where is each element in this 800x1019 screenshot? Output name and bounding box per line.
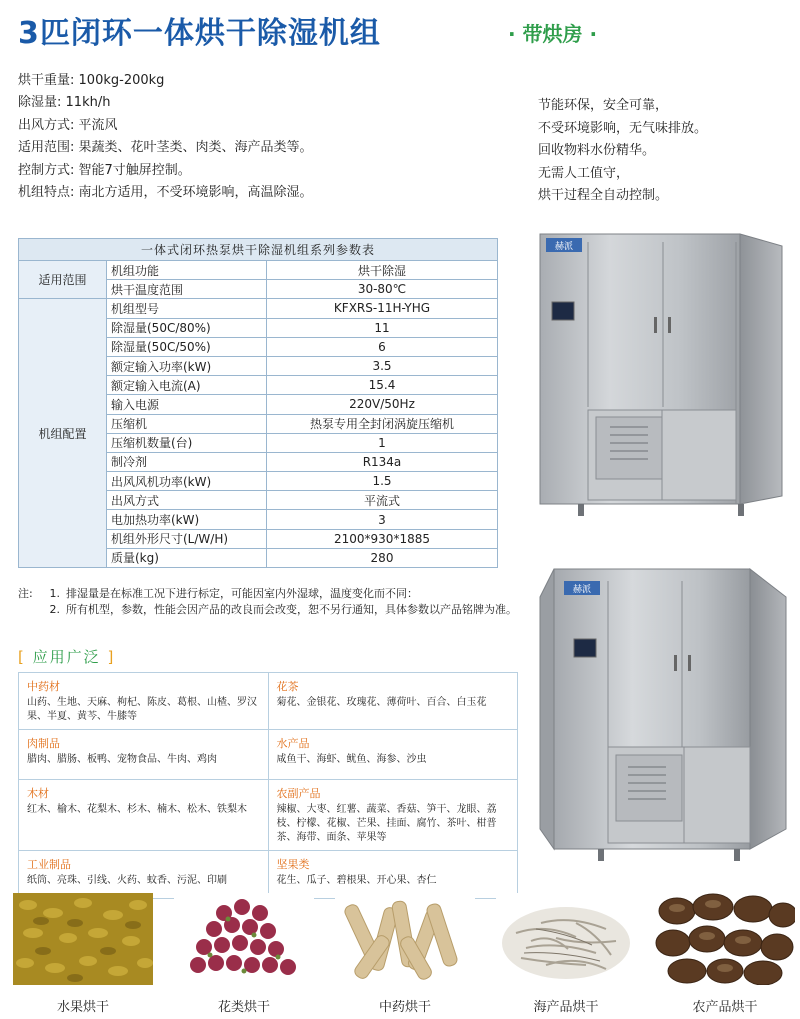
herb-root-photo (335, 893, 475, 985)
feature-list (538, 95, 707, 208)
brand-logo: 赫派 (572, 585, 592, 595)
table-value-cell: 3.5 (267, 356, 498, 375)
photo-label: 中药烘干 (378, 1000, 431, 1015)
app-category: 花茶 (276, 680, 299, 693)
spec-row (18, 70, 313, 92)
table-value-cell: 热泵专用全封闭涡旋压缩机 (267, 414, 498, 433)
app-items: 咸鱼干、海虾、鱿鱼、海参、沙虫 (276, 754, 427, 765)
table-value-cell: 6 (267, 337, 498, 356)
heading-bracket: ] (107, 648, 116, 666)
photo-label: 花类烘干 (217, 1000, 270, 1015)
note-text: 排湿量是在标准工况下进行标定，可能因室内外湿球，温度变化而不同： (66, 587, 418, 600)
dryer-room-illustration (538, 567, 788, 867)
spec-value: 智能7寸触屏控制。 (78, 162, 191, 178)
heading-bracket: [ (18, 648, 26, 666)
table-key-cell: 机组型号 (107, 299, 267, 318)
table-value-cell: 平流式 (267, 491, 498, 510)
spec-row (18, 115, 313, 137)
app-items: 纸筒、亮珠、引线、火药、蚊香、污泥、印刷 (27, 875, 227, 886)
table-row (19, 299, 498, 318)
app-category: 木材 (27, 787, 49, 800)
table-value-cell: 烘干除湿 (267, 261, 498, 280)
rosebud-photo (174, 893, 314, 985)
raisins-photo (13, 893, 153, 985)
app-items: 红木、榆木、花梨木、杉木、楠木、松木、铁梨木 (27, 804, 247, 815)
table-row (19, 780, 518, 851)
note-index: 2. (49, 603, 60, 616)
app-cell (268, 780, 518, 851)
dried-fish-photo (496, 893, 636, 985)
app-cell (268, 730, 518, 780)
app-items: 辣椒、大枣、红薯、蔬菜、香菇、笋干、龙眼、荔枝、柠檬、花椒、芒果、挂面、腐竹、茶叶、柑普茶、海带、面条、苹果等 (276, 804, 497, 843)
table-value-cell: 2100*930*1885 (267, 529, 498, 548)
spec-value: 平流风 (78, 117, 118, 133)
applications-table (18, 672, 518, 899)
table-value-cell: 15.4 (267, 376, 498, 395)
note-text: 所有机型，参数，性能会因产品的改良而会改变，恕不另行通知，具体参数以产品铭牌为准。 (66, 603, 517, 616)
parameter-table (18, 238, 498, 568)
app-category: 坚果类 (276, 858, 310, 871)
table-key-cell: 质量(kg) (107, 548, 267, 567)
dryer-machine-illustration (538, 232, 788, 522)
spec-list (18, 70, 313, 204)
spec-key: 出风方式: (18, 117, 75, 133)
spec-key: 烘干重量: (18, 73, 75, 88)
app-items: 花生、瓜子、碧根果、开心果、杏仁 (276, 875, 437, 886)
brand-logo: 赫派 (554, 242, 574, 252)
spec-value: 果蔬类、花叶茎类、肉类、海产品类等。 (78, 140, 313, 156)
spec-key: 适用范围: (18, 140, 75, 156)
app-items: 腊肉、腊肠、板鸭、宠物食品、牛肉、鸡肉 (27, 754, 217, 765)
app-cell (19, 780, 269, 851)
table-key-cell: 除湿量(50C/80%) (107, 318, 267, 337)
table-key-cell: 额定输入功率(kW) (107, 356, 267, 375)
app-cell (19, 730, 269, 780)
table-key-cell: 输入电源 (107, 395, 267, 414)
note-index: 1. (49, 587, 60, 600)
feature-item: 无需人工值守， (538, 165, 630, 181)
table-key-cell: 机组外形尺寸(L/W/H) (107, 529, 267, 548)
spec-row (18, 160, 313, 182)
spec-row (18, 137, 313, 159)
spec-key: 除湿量: (18, 95, 62, 111)
table-value-cell: 3 (267, 510, 498, 529)
spec-key: 控制方式: (18, 162, 75, 178)
app-cell (19, 851, 269, 899)
table-row (19, 851, 518, 899)
app-category: 工业制品 (27, 858, 71, 871)
note-item (18, 602, 518, 618)
table-value-cell: 1.5 (267, 472, 498, 491)
table-key-cell: 烘干温度范围 (107, 280, 267, 299)
table-value-cell: 11 (267, 318, 498, 337)
applications-heading (18, 646, 115, 667)
table-value-cell: 220V/50Hz (267, 395, 498, 414)
table-row (19, 261, 498, 280)
app-items: 山药、生地、天麻、枸杞、陈皮、葛根、山楂、罗汉果、半夏、黄芩、牛膝等 (27, 697, 257, 722)
notes (18, 586, 518, 618)
table-group-cell: 适用范围 (19, 261, 107, 299)
page-title: 3匹闭环一体烘干除湿机组 (18, 16, 381, 51)
table-key-cell: 压缩机数量(台) (107, 433, 267, 452)
table-key-cell: 制冷剂 (107, 452, 267, 471)
app-cell (19, 673, 269, 730)
table-value-cell: 1 (267, 433, 498, 452)
photo-label: 海产品烘干 (533, 1000, 599, 1015)
table-value-cell: 30-80℃ (267, 280, 498, 299)
app-category: 中药材 (27, 680, 60, 693)
feature-item: 节能环保，安全可靠， (538, 98, 669, 113)
table-key-cell: 额定输入电流(A) (107, 376, 267, 395)
table-row (19, 673, 518, 730)
table-key-cell: 出风方式 (107, 491, 267, 510)
feature-item: 回收物料水份精华。 (538, 143, 656, 158)
table-value-cell: 280 (267, 548, 498, 567)
spec-value: 南北方适用，不受环境影响，高温除湿。 (78, 185, 313, 201)
app-items: 菊花、金银花、玫瑰花、薄荷叶、百合、白玉花 (276, 697, 487, 708)
table-title: 一体式闭环热泵烘干除湿机组系列参数表 (19, 239, 498, 261)
spec-key: 机组特点: (18, 185, 75, 201)
spec-row (18, 182, 313, 204)
table-key-cell: 压缩机 (107, 414, 267, 433)
table-row (19, 730, 518, 780)
app-category: 水产品 (276, 737, 310, 750)
photo-label: 农产品烘干 (692, 1000, 758, 1015)
table-value-cell: R134a (267, 452, 498, 471)
table-key-cell: 除湿量(50C/50%) (107, 337, 267, 356)
app-category: 农副产品 (276, 787, 321, 800)
table-value-cell: KFXRS-11H-YHG (267, 299, 498, 318)
photo-label: 水果烘干 (56, 1000, 109, 1015)
heading-text: 应用广泛 (32, 648, 101, 666)
table-header-row (19, 239, 498, 261)
note-label: 注: (18, 587, 33, 600)
spec-value: 11kh/h (65, 95, 111, 111)
note-item (18, 586, 518, 602)
table-key-cell: 机组功能 (107, 261, 267, 280)
app-category: 肉制品 (27, 737, 60, 750)
app-cell (268, 851, 518, 899)
table-key-cell: 电加热功率(kW) (107, 510, 267, 529)
spec-row (18, 92, 313, 114)
feature-item: 不受环境影响，无气味排放。 (538, 120, 708, 136)
feature-item: 烘干过程全自动控制。 (538, 188, 669, 203)
table-key-cell: 出风风机功率(kW) (107, 472, 267, 491)
spec-value: 100kg-200kg (78, 73, 165, 88)
table-group-cell: 机组配置 (19, 299, 107, 568)
dryer-machine-image (538, 232, 788, 526)
page-subtitle: · 带烘房 · (508, 22, 598, 46)
mushroom-photo (655, 893, 795, 985)
app-cell (268, 673, 518, 730)
dryer-room-image (538, 567, 788, 871)
